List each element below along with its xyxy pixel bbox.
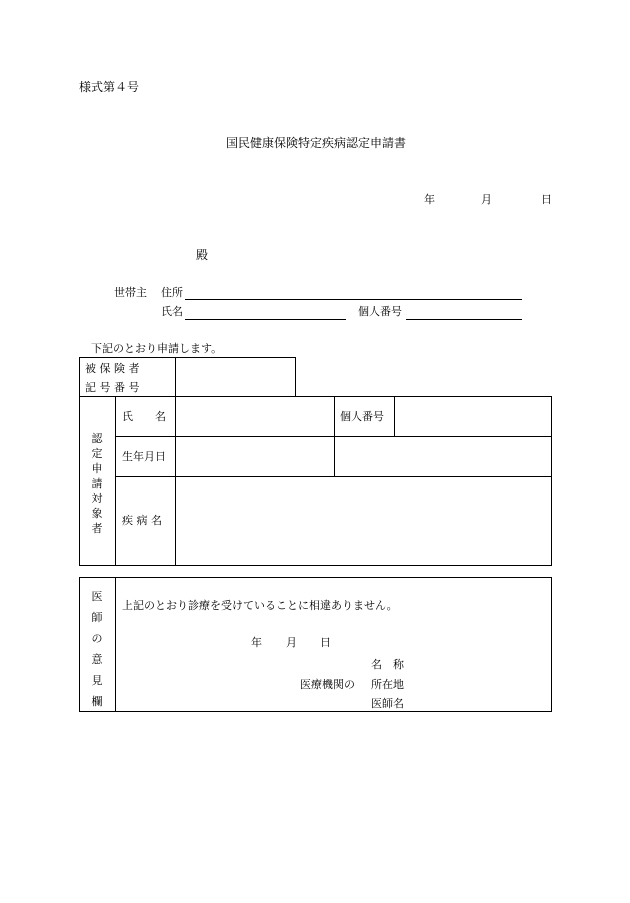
date-month-label: 月 xyxy=(481,193,492,206)
doctor-section-char: 意 xyxy=(91,653,103,666)
birth-date-field[interactable] xyxy=(176,437,333,475)
birth-date-label: 生年月日 xyxy=(122,450,166,463)
doctor-section-char: の xyxy=(91,632,103,645)
date-day-label: 日 xyxy=(541,193,552,206)
doctor-section-char: 医 xyxy=(91,590,103,603)
insured-label-line1: 被 保 険 者 xyxy=(85,362,140,375)
target-individual-number-label: 個人番号 xyxy=(340,410,384,423)
target-section-divider xyxy=(115,396,116,566)
doctor-date-month-label: 月 xyxy=(286,636,297,649)
disease-name-label: 疾 病 名 xyxy=(122,514,162,527)
target-section-char: 者 xyxy=(91,522,103,535)
doctor-opinion-box xyxy=(79,577,552,712)
name-row-divider xyxy=(334,396,335,476)
addressee-suffix: 殿 xyxy=(196,248,209,262)
head-of-household-label: 世帯主 xyxy=(114,286,147,299)
doctor-section-char: 見 xyxy=(91,674,103,687)
target-section-char: 象 xyxy=(91,507,103,520)
institution-prefix: 医療機関の xyxy=(300,678,355,691)
applicant-individual-number-label: 個人番号 xyxy=(358,305,402,318)
disease-name-field[interactable] xyxy=(176,477,551,565)
page-title: 国民健康保険特定疾病認定申請書 xyxy=(226,136,407,150)
applicant-name-field-line[interactable] xyxy=(185,319,346,320)
doctor-date-day-label: 日 xyxy=(320,636,331,649)
applicant-individual-number-field-line[interactable] xyxy=(406,319,522,320)
target-name-label: 氏 名 xyxy=(122,410,166,423)
target-section-label xyxy=(90,431,104,536)
doctor-date-year-label: 年 xyxy=(251,636,262,649)
target-individual-number-field[interactable] xyxy=(395,397,551,435)
target-section-char: 申 xyxy=(91,462,103,475)
date-year-label: 年 xyxy=(424,193,435,206)
doctor-statement: 上記のとおり診療を受けていることに相違ありません。 xyxy=(122,599,398,612)
doctor-section-label xyxy=(90,586,104,712)
target-section-char: 定 xyxy=(91,447,103,460)
doctor-section-char: 師 xyxy=(91,611,103,624)
request-text: 下記のとおり申請します。 xyxy=(91,342,223,355)
insured-label-line2: 記 号 番 号 xyxy=(85,381,140,394)
insured-number-field[interactable] xyxy=(176,358,295,396)
institution-address-label: 所在地 xyxy=(371,678,404,691)
address-label: 住所 xyxy=(161,286,183,299)
target-section-char: 請 xyxy=(91,477,103,490)
doctor-section-char: 欄 xyxy=(91,695,103,708)
institution-name-label: 名 称 xyxy=(371,658,404,671)
target-section-char: 対 xyxy=(91,492,103,505)
form-number: 様式第４号 xyxy=(79,80,140,94)
target-section-char: 認 xyxy=(91,432,103,445)
target-name-field[interactable] xyxy=(176,397,333,435)
applicant-name-label: 氏名 xyxy=(161,305,183,318)
address-field-line[interactable] xyxy=(185,299,522,300)
doctor-name-label: 医師名 xyxy=(371,697,404,710)
doctor-opinion-divider xyxy=(115,577,116,712)
